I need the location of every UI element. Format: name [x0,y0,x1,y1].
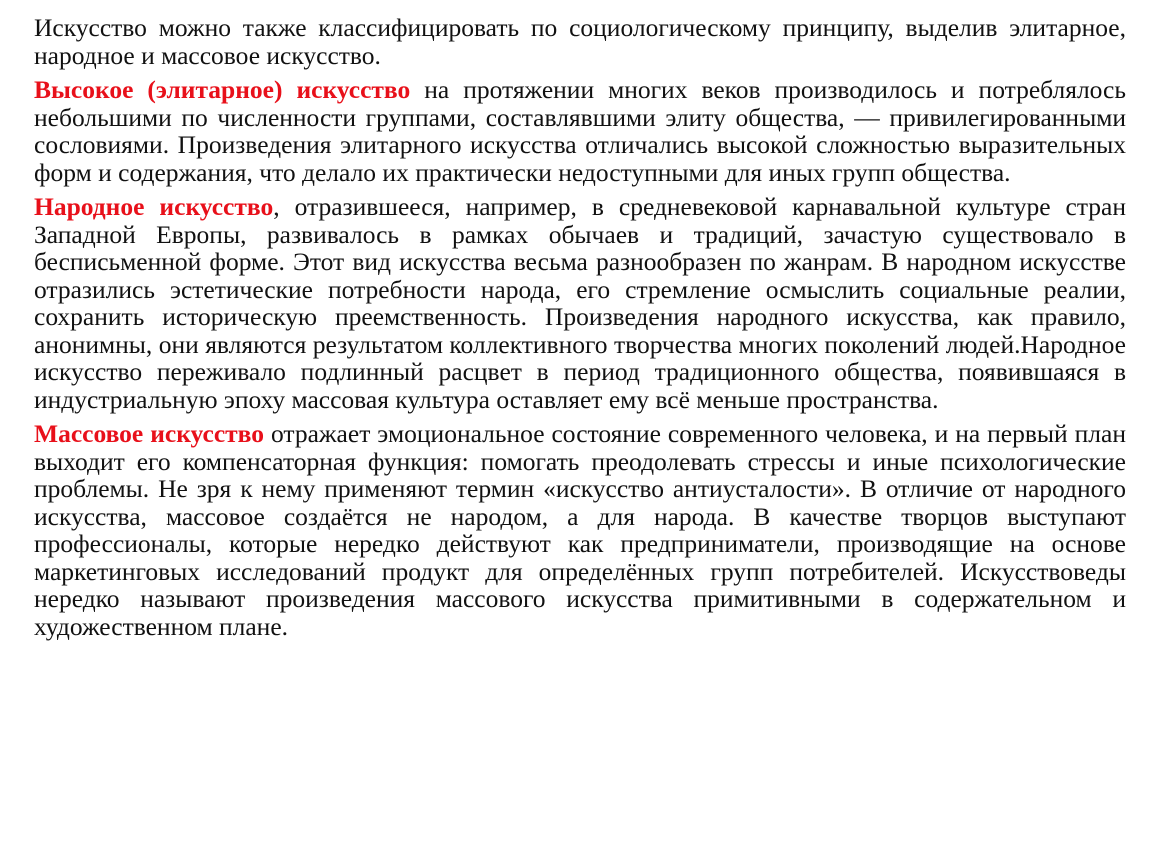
folk-art-term: Народное искусство [34,192,274,221]
elite-art-text: на протяжении многих веков производилось и потреблялось небольшими по численности группами, составлявшими элиту общества, — привилегированными сословиями. Произведения элитарного искусства отличались высокой сложностью выразительных форм и содержания, что делало их практически недоступными для иных групп общества. [34,75,1126,187]
intro-text: Искусство можно также классифицировать по социологическому принципу, выделив элитарное, народное и массовое искусство. [34,13,1126,70]
mass-art-text: отражает эмоциональное состояние современного человека, и на первый план выходит его компенсаторная функция: помогать преодолевать стрессы и иные психологические проблемы. Не зря к нему применяют термин «искусство антиусталости». В отличие от народного искусства, массовое создаётся не народом, а для народа. В качестве творцов выступают профессионалы, которые нередко действуют как предприниматели, производящие на основе маркетинговых исследований продукт для определённых групп потребителей. Искусствоведы нередко называют произведения массового искусства примитивными в содержательном и художественном плане. [34,419,1126,641]
elite-art-term: Высокое (элитарное) искусство [34,75,411,104]
mass-art-term: Массовое искусство [34,419,265,448]
slide-text-body [34,14,1126,647]
folk-art-text: , отразившееся, например, в средневековой карнавальной культуре стран Западной Европы, развивалось в рамках обычаев и традиций, зачастую существовало в бесписьменной форме. Этот вид искусства весьма разнообразен по жанрам. В народном искусстве отразились эстетические потребности народа, его стремление осмыслить социальные реалии, сохранить историческую преемственность. Произведения народного искусства, как правило, анонимны, они являются результатом коллективного творчества многих поколений людей.Народное искусство переживало подлинный расцвет в период традиционного общества, появившаяся в индустриальную эпоху массовая культура оставляет ему всё меньше пространства. [34,192,1126,414]
elite-art-paragraph [34,76,1126,186]
folk-art-paragraph [34,193,1126,413]
mass-art-paragraph [34,420,1126,640]
intro-paragraph [34,14,1126,69]
